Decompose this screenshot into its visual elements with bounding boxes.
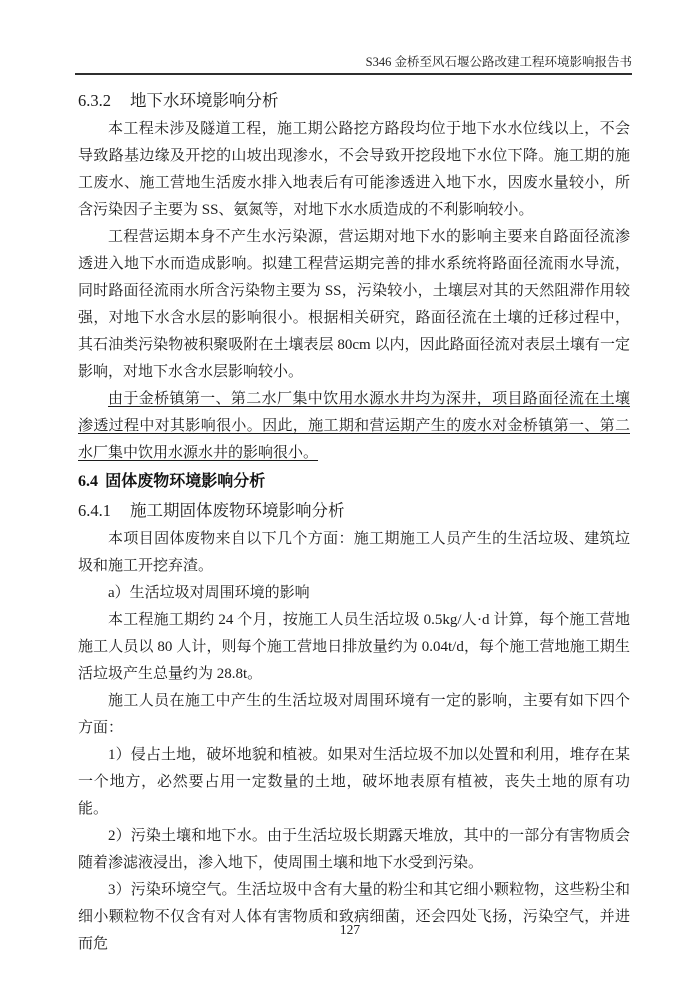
section-number: 6.4 — [78, 473, 98, 490]
paragraph-garbage-quantity-estimate: 本工程施工期约 24 个月，按施工人员生活垃圾 0.5kg/人·d 计算，每个施工营地施工人员以 80 人计，则每个施工营地日排放量约为 0.04t/d，每个施工营地施工期生活垃圾产生总量约为 28.8t。 — [78, 612, 630, 682]
section-number: 6.4.1 — [78, 501, 111, 520]
paragraph-groundwater-operation: 工程营运期本身不产生水污染源，营运期对地下水的影响主要来自路面径流渗透进入地下水而造成影响。拟建工程营运期完善的排水系统将路面径流雨水导流，同时路面径流雨水所含污染物主要为 SS，污染较小，土壤层对其的天然阻滞作用较强，对地下水含水层的影响很小。根据相关研究，路面径流在土壤的迁移过程中，其石油类污染物被积聚吸附在土壤表层 80cm 以内，因此路面径流对表层土壤有一定影响，对地下水含水层影响较小。 — [78, 229, 630, 380]
subheading-domestic-garbage-impact: a）生活垃圾对周围环境的影响 — [108, 585, 310, 601]
section-title: 固体废物环境影响分析 — [105, 473, 266, 490]
section-title: 施工期固体废物环境影响分析 — [129, 501, 345, 520]
section-heading-6-3-2 — [78, 86, 630, 116]
page-number: 127 — [339, 922, 361, 937]
section-number: 6.3.2 — [78, 91, 111, 110]
section-heading-6-4 — [78, 467, 630, 496]
section-title: 地下水环境影响分析 — [129, 91, 279, 110]
header-title: S346 金桥至风石堰公路改建工程环境影响报告书 — [365, 55, 632, 69]
paragraph-solid-waste-sources: 本项目固体废物来自以下几个方面：施工期施工人员产生的生活垃圾、建筑垃圾和施工开挖弃渣。 — [78, 531, 630, 574]
header-rule — [75, 73, 632, 75]
list-item-1-land-occupation: 1）侵占土地，破坏地貌和植被。如果对生活垃圾不加以处置和利用，堆存在某一个地方，必然要占用一定数量的土地，破坏地表原有植被，丧失土地的原有功能。 — [78, 747, 630, 817]
paragraph-water-source-wells-underlined: 由于金桥镇第一、第二水厂集中饮用水源水井均为深井，项目路面径流在土壤渗透过程中对其影响很小。因此，施工期和营运期产生的废水对金桥镇第一、第二水厂集中饮用水源水井的影响很小。 — [78, 391, 630, 461]
page-footer — [0, 922, 700, 938]
section-heading-6-4-1 — [78, 496, 630, 526]
list-item-3-air-pollution: 3）污染环境空气。生活垃圾中含有大量的粉尘和其它细小颗粒物，这些粉尘和细小颗粒物不仅含有对人体有害物质和致病细菌，还会四处飞扬，污染空气，并进而危 — [78, 882, 630, 952]
list-item-2-soil-groundwater-pollution: 2）污染土壤和地下水。由于生活垃圾长期露天堆放，其中的一部分有害物质会随着渗滤液浸出，渗入地下，使周围土壤和地下水受到污染。 — [78, 828, 630, 871]
paragraph-groundwater-construction: 本工程未涉及隧道工程，施工期公路挖方路段均位于地下水水位线以上，不会导致路基边缘及开挖的山坡出现渗水，不会导致开挖段地下水位下降。施工期的施工废水、施工营地生活废水排入地表后有可能渗透进入地下水，因废水量较小，所含污染因子主要为 SS、氨氮等，对地下水水质造成的不利影响较小。 — [78, 121, 630, 218]
paragraph-garbage-impact-intro: 施工人员在施工中产生的生活垃圾对周围环境有一定的影响，主要有如下四个方面： — [78, 693, 630, 736]
document-body — [78, 86, 630, 958]
page-header — [75, 54, 632, 70]
